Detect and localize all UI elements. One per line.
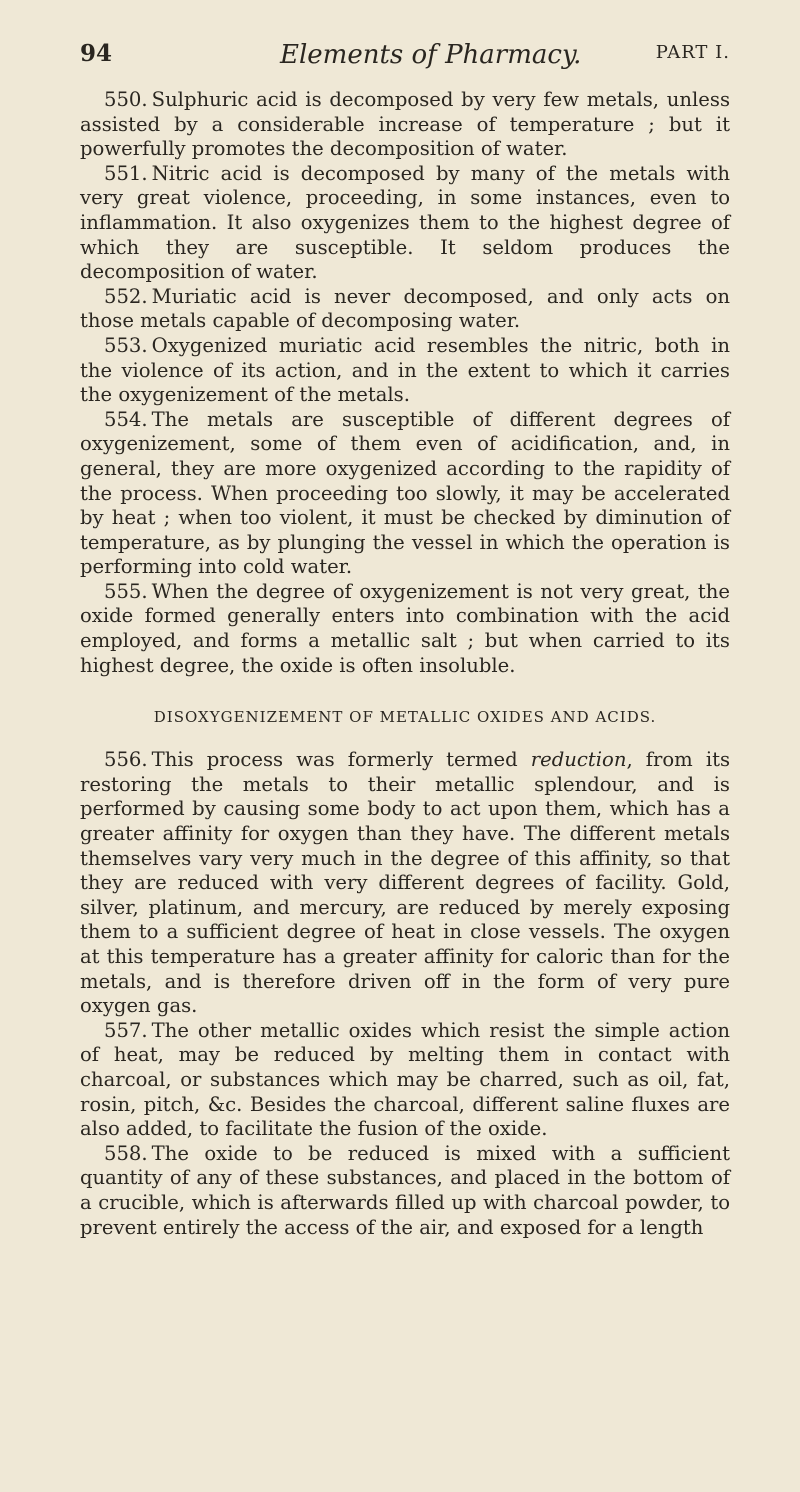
paragraph-text: This process was formerly termed [151, 748, 531, 772]
page-number: 94 [80, 40, 113, 67]
paragraph-text: The oxide to be reduced is mixed with a sufficient quantity of any of these substances, and placed in the bottom of a crucible, which is afterwards filled up with charcoal powder, to prevent entirely the access of the air, and exposed for a length [80, 1141, 730, 1239]
paragraph-text: Sulphuric acid is decomposed by very few metals, unless assisted by a considerable increase of temperature ; but it powerfully promotes the decomposition of water. [80, 88, 730, 161]
paragraph [80, 334, 730, 408]
running-title: Elements of Pharmacy. [280, 40, 582, 70]
paragraph [80, 285, 730, 334]
paragraph-number: 557. [104, 1018, 148, 1042]
paragraph-text: , from its restoring the metals to their metallic splendour, and is performed by causing some body to act upon them, which has a greater affinity for oxygen than they have. The different metals themselves vary very much in the degree of this affinity, so that they are reduced with very different degrees of facility. Gold, silver, platinum, and mercury, are reduced by merely exposing them to a sufficient degree of heat in close vessels. The oxygen at this temperature has a greater affinity for caloric than for the metals, and is therefore driven off in the form of very pure oxygen gas. [80, 748, 731, 1018]
paragraph-number: 555. [104, 579, 148, 603]
paragraph-text: Oxygenized muriatic acid resembles the nitric, both in the violence of its action, and in the extent to which it carries the oxygenizement of the metals. [80, 333, 730, 407]
paragraph [80, 162, 730, 285]
section-heading: DISOXYGENIZEMENT OF METALLIC OXIDES AND ACIDS. [153, 708, 657, 727]
paragraphs-top [80, 88, 730, 678]
paragraph [80, 408, 730, 580]
paragraph-text: Muriatic acid is never decomposed, and only acts on those metals capable of decomposing water. [80, 284, 730, 333]
paragraph-number: 551. [104, 161, 148, 185]
italic-term: reduction [530, 748, 627, 772]
paragraph-number: 553. [104, 333, 148, 357]
paragraph-number: 558. [104, 1141, 148, 1165]
paragraph-number: 554. [104, 407, 148, 431]
paragraph [80, 580, 730, 678]
paragraph [80, 1142, 730, 1240]
running-header [80, 40, 730, 80]
paragraphs-bottom [80, 1019, 730, 1240]
paragraph-text: When the degree of oxygenizement is not very great, the oxide formed generally enters into combination with the acid employed, and forms a metallic salt ; but when carried to its highest degree, the oxide is often insoluble. [80, 579, 730, 677]
paragraph-556 [80, 748, 730, 1019]
paragraph-text: The other metallic oxides which resist the simple action of heat, may be reduced by melting them in contact with charcoal, or substances which may be charred, such as oil, fat, rosin, pitch, &c. Besides the charcoal, different saline fluxes are also added, to facilitate the fusion of the oxide. [80, 1018, 730, 1141]
paragraph [80, 88, 730, 162]
paragraph [80, 1019, 730, 1142]
paragraph-number: 552. [104, 284, 148, 308]
paragraph-number: 556. [104, 748, 148, 772]
part-label: PART I. [655, 42, 730, 63]
paragraph-number: 550. [104, 88, 148, 111]
paragraph-text: The metals are susceptible of different degrees of oxygenizement, some of them even of acidification, and, in general, they are more oxygenized according to the rapidity of the process. When proceeding too slowly, it may be accelerated by heat ; when too violent, it must be checked by diminution of temperature, as by plunging the vessel in which the operation is performing into cold water. [80, 407, 730, 579]
paragraph-text: Nitric acid is decomposed by many of the metals with very great violence, proceeding, in some instances, even to inflammation. It also oxygenizes them to the highest degree of which they are susceptible. It seldom produces the decomposition of water. [80, 161, 730, 284]
